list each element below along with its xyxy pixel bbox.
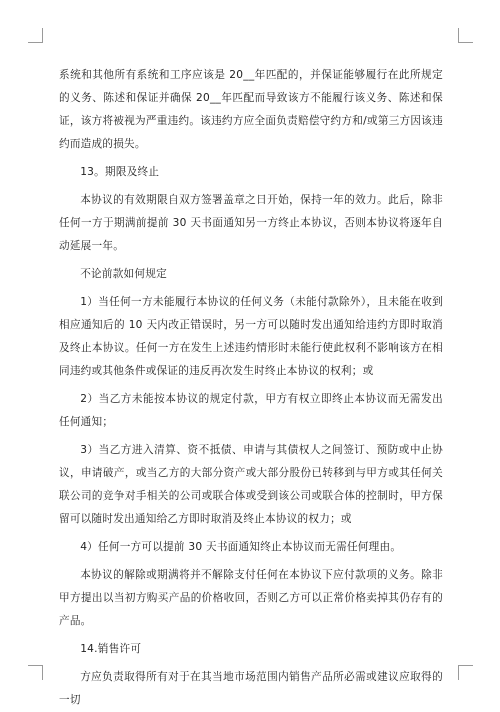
crop-mark-bottom-left <box>28 665 43 680</box>
paragraph-clause-1: 1）当任何一方未能履行本协议的任何义务（未能付款除外），且未能在收到相应通知后的 10 天内改正错误时，另一方可以随时发出通知给违约方即时取消及终止本协议。任何一方在发生上述违约情形时未能行使此权利不影响该方在相同违约或其他条件或保证的违反再次发生时终止本协议的权利；或 <box>59 296 443 377</box>
paragraph-termination-effect: 本协议的解除或期满将并不解除支付任何在本协议下应付款项的义务。除非甲方提出以当初方购买产品的价格收回，否则乙方可以正常价格卖掉其仍存有的产品。 <box>59 569 443 627</box>
section-heading-term-termination: 13。期限及终止 <box>80 166 160 178</box>
paragraph-clause-4: 4）任何一方可以提前 30 天书面通知终止本协议而无需任何理由。 <box>80 541 402 553</box>
crop-mark-bottom-right <box>458 665 473 680</box>
paragraph-notwithstanding: 不论前款如何规定 <box>80 268 167 280</box>
document-body <box>59 64 443 712</box>
paragraph-sales-license: 方应负责取得所有对于在其当地市场范围内销售产品所必需或建议应取得的一切 <box>59 671 443 706</box>
crop-mark-top-right <box>458 28 473 43</box>
paragraph-breach-liability: 系统和其他所有系统和工序应该是 20__年匹配的，并保证能够履行在此所规定的义务、陈述和保证并确保 20__年匹配而导致该方不能履行该义务、陈述和保证，该方将被视为严重违约。该违约方应全面负责赔偿守约方和/或第三方因该违约而造成的损失。 <box>59 69 443 150</box>
paragraph-clause-2: 2）当乙方未能按本协议的规定付款，甲方有权立即终止本协议而无需发出任何通知； <box>59 393 443 428</box>
paragraph-clause-3: 3）当乙方进入清算、资不抵债、申请与其债权人之间签订、预防或中止协议，申请破产，或当乙方的大部分资产或大部分股份已转移到与甲方或其任何关联公司的竞争对手相关的公司或联合体或受到该公司或联合体的控制时，甲方保留可以随时发出通知给乙方即时取消及终止本协议的权力；或 <box>59 444 443 525</box>
crop-mark-top-left <box>28 28 43 43</box>
paragraph-term: 本协议的有效期限自双方签署盖章之日开始，保持一年的效力。此后，除非任何一方于期满前提前 30 天书面通知另一方终止本协议，否则本协议将逐年自动延展一年。 <box>59 194 443 252</box>
section-heading-sales-license: 14.销售许可 <box>80 643 142 655</box>
